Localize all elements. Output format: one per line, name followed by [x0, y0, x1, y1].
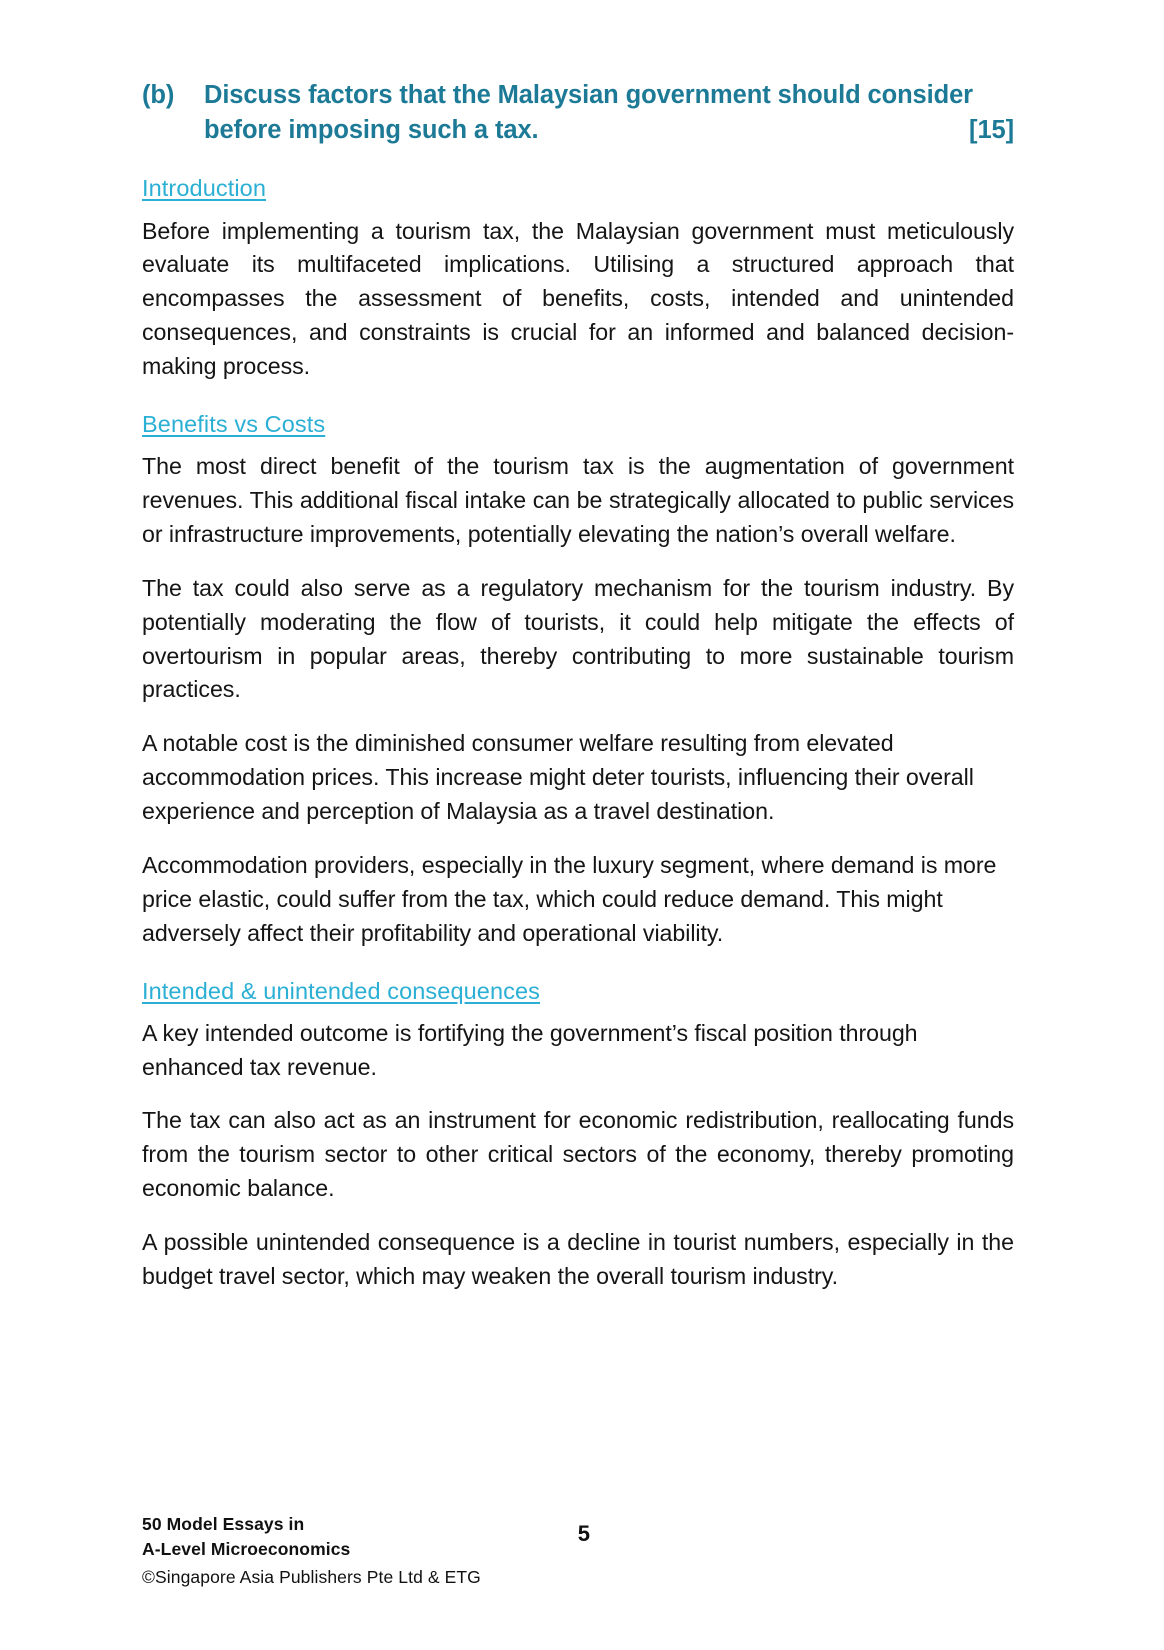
question-label: (b) — [142, 81, 175, 109]
paragraph-benefits-4: Accommodation providers, especially in the luxury segment, where demand is more price elastic, could suffer from the tax, which could reduce demand. This might adversely affect their profitability and operational viability. — [142, 851, 997, 946]
paragraph-benefits-3: A notable cost is the diminished consumer welfare resulting from elevated accommodation prices. This increase might deter tourists, influencing their overall experience and perception of Malaysia as a travel destination. — [142, 730, 974, 824]
question-text-line-1: Discuss factors that the Malaysian government should consider — [204, 81, 974, 109]
paragraph-intro-1: Before implementing a tourism tax, the Malaysian government must meticulously evaluate its multifaceted implications. Utilising a structured approach that encompasses the assessment of benefits, costs, intended and unintended consequences, and constraints is crucial for an informed and balanced decision-making process. — [142, 217, 1014, 380]
section-intended-unintended-consequences — [142, 977, 1014, 1017]
page-content — [142, 78, 1014, 1294]
paragraph-benefits-1: The most direct benefit of the tourism tax is the augmentation of government revenues. This additional fiscal intake can be strategically allocated to public services or infrastructure improvements, potentially elevating the nation’s overall welfare. — [142, 453, 1014, 547]
section-benefits-vs-costs — [142, 410, 1014, 450]
section-heading-benefits-vs-costs: Benefits vs Costs — [142, 410, 326, 437]
question-heading — [142, 78, 1014, 148]
question-text-line-2: before imposing such a tax. — [204, 116, 539, 145]
footer-title-line-2: A-Level Microeconomics — [142, 1538, 351, 1559]
question-text-block — [204, 78, 1014, 148]
paragraph-consequences-3: A possible unintended consequence is a decline in tourist numbers, especially in the budget travel sector, which may weaken the overall tourism industry. — [142, 1229, 1014, 1289]
footer-copyright: ©Singapore Asia Publishers Pte Ltd & ETG — [142, 1566, 481, 1587]
page-number: 5 — [577, 1521, 590, 1546]
footer-publication-info — [142, 1512, 481, 1590]
paragraph-benefits-2: The tax could also serve as a regulatory mechanism for the tourism industry. By potentially moderating the flow of tourists, it could help mitigate the effects of overtourism in popular areas, thereby contributing to more sustainable tourism practices. — [142, 574, 1014, 703]
footer-title-line-1: 50 Model Essays in — [142, 1514, 305, 1534]
paragraph-consequences-1: A key intended outcome is fortifying the government’s fiscal position through enhanced tax revenue. — [142, 1019, 918, 1080]
section-heading-intended-unintended-consequences: Intended & unintended consequences — [142, 977, 541, 1004]
question-marks: [15] — [969, 116, 1014, 145]
footer-row — [142, 1512, 1014, 1590]
section-introduction — [142, 174, 1014, 214]
paragraph-consequences-2: The tax can also act as an instrument for economic redistribution, reallocating funds from the tourism sector to other critical sectors of the economy, thereby promoting economic balance. — [142, 1107, 1014, 1202]
question-text-line-2-row — [204, 113, 1014, 148]
section-heading-introduction: Introduction — [142, 175, 267, 202]
page-footer — [142, 1512, 1014, 1590]
